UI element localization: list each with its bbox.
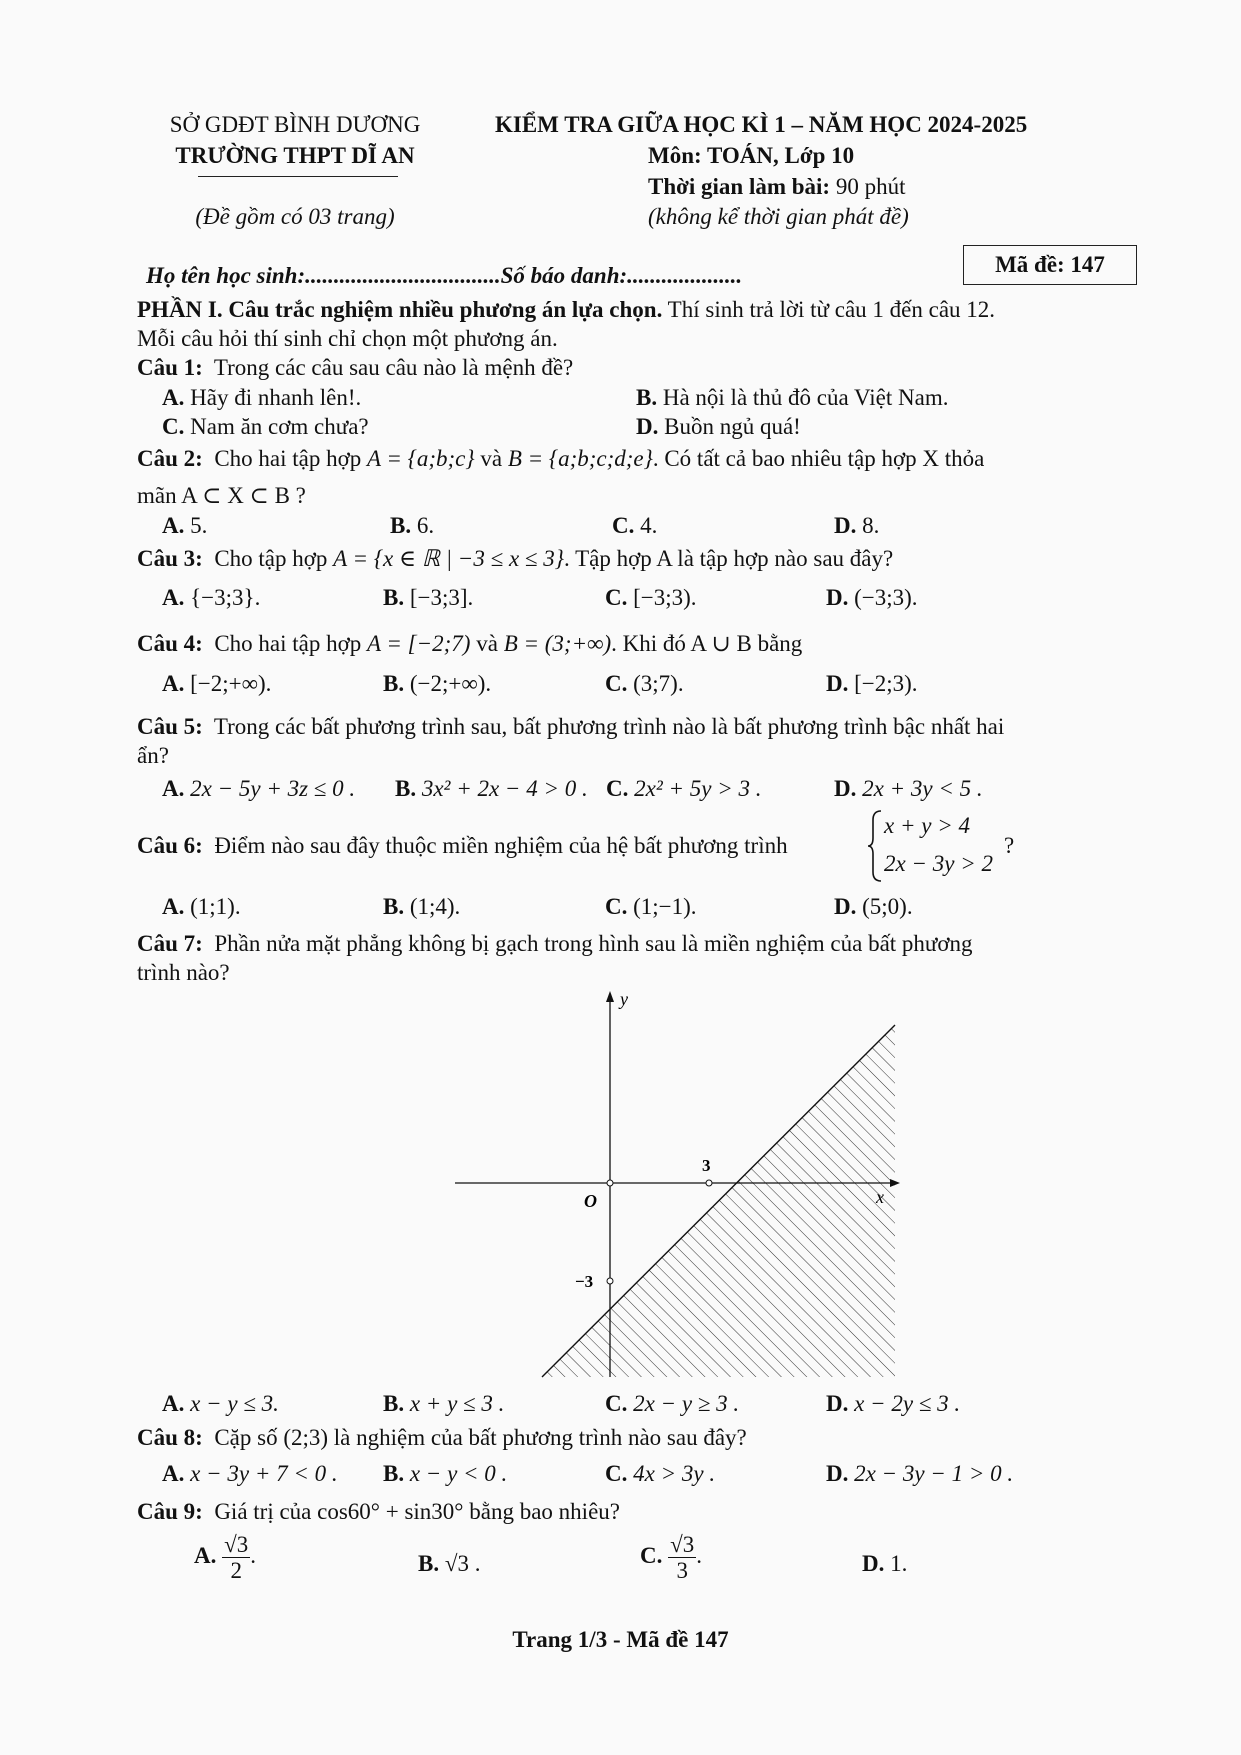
exam-code: Mã đề: 147 [995,252,1105,277]
q8-option-b: B. x − y < 0 . [383,1461,508,1486]
question-5-cont: ẩn? [137,743,169,768]
x-axis-label: x [876,1187,884,1207]
question-7: Câu 7: Phần nửa mặt phẳng không bị gạch trong hình sau là miền nghiệm của bất phương [137,931,973,956]
q3-option-c: C. [−3;3). [605,585,697,610]
q7-option-a: A. x − y ≤ 3. [162,1391,279,1416]
question-mark: ? [1004,833,1015,858]
point-y-intercept [607,1278,613,1284]
q3-option-b: B. [−3;3]. [383,585,474,610]
set-b: B = {a;b;c;d;e} [507,446,653,471]
pages-note: (Đề gồm có 03 trang) [195,204,395,229]
q8-option-d: D. 2x − 3y − 1 > 0 . [826,1461,1014,1486]
subject-label: Môn: TOÁN, Lớp 10 [648,143,855,168]
q2-option-b: B. 6. [390,513,435,538]
system-eq1: x + y > 4 [884,813,970,838]
department-name: SỞ GDĐT BÌNH DƯƠNG [169,112,421,137]
question-9: Câu 9: Giá trị của cos60° + sin30° bằng bao nhiêu? [137,1499,620,1524]
origin-label: O [584,1191,597,1211]
q5-option-d: D. 2x + 3y < 5 . [834,776,983,801]
q4-option-a: A. [−2;+∞). [162,671,272,696]
system-brace [866,808,884,884]
point-x-intercept [706,1180,712,1186]
inequality-graph [440,985,910,1385]
q4-option-d: D. [−2;3). [826,671,918,696]
question-1 [137,354,573,382]
q9-option-a: A. $\frac{√3}{2}$ . [194,1532,256,1584]
q4-option-b: B. (−2;+∞). [383,671,492,696]
page-footer: Trang 1/3 - Mã đề 147 [512,1627,729,1652]
part1-instruction: Thí sinh trả lời từ câu 1 đến câu 12. [662,297,996,322]
exam-title: KIỂM TRA GIỮA HỌC KÌ 1 – NĂM HỌC 2024-2025 [495,112,1028,137]
question-7-cont: trình nào? [137,960,230,985]
q7-option-b: B. x + y ≤ 3 . [383,1391,505,1416]
q1-option-c: C. Nam ăn cơm chưa? [162,414,369,439]
q9-option-c: C. $\frac{√3}{3}$ . [640,1532,702,1584]
question-text: Trong các câu sau câu nào là mệnh đề? [213,355,574,380]
q6-option-c: C. (1;−1). [605,894,697,919]
q6-option-d: D. (5;0). [834,894,913,919]
time-label: Thời gian làm bài: [648,174,831,199]
part1-heading [137,296,995,324]
q2-option-a: A. 5. [162,513,208,538]
y-tick-label: −3 [575,1272,594,1291]
q9-option-d: D. 1. [862,1551,908,1576]
part1-instruction-2: Mỗi câu hỏi thí sinh chỉ chọn một phương án. [137,326,558,351]
q3-option-d: D. (−3;3). [826,585,918,610]
x-tick-label: 3 [702,1156,711,1175]
question-8: Câu 8: Cặp số (2;3) là nghiệm của bất phương trình nào sau đây? [137,1425,747,1450]
time-note: (không kể thời gian phát đề) [648,204,909,229]
system-eq2: 2x − 3y > 2 [884,851,993,876]
point-origin [607,1180,613,1186]
q1-option-d: D. Buồn ngủ quá! [636,414,801,439]
q4-option-c: C. (3;7). [605,671,684,696]
q9-option-b: B. √3 . [418,1551,481,1576]
set-definition: A = {x ∈ ℝ | −3 ≤ x ≤ 3} [333,546,564,571]
q5-option-b: B. 3x² + 2x − 4 > 0 . [395,776,588,801]
part1-title: PHẦN I. Câu trắc nghiệm nhiều phương án lựa chọn. [137,297,663,322]
q5-option-c: C. 2x² + 5y > 3 . [606,776,762,801]
question-5: Câu 5: Trong các bất phương trình sau, bất phương trình nào là bất phương trình bậc nhất hai [137,714,1005,739]
y-axis-label: y [620,989,628,1009]
q8-option-a: A. x − 3y + 7 < 0 . [162,1461,338,1486]
q1-option-a: A. Hãy đi nhanh lên!. [162,385,362,410]
student-info-line: Họ tên học sinh:..................................Số báo danh:.................... [146,263,743,288]
time-line [648,173,905,201]
time-value: 90 phút [835,174,906,199]
q3-option-a: A. {−3;3}. [162,585,261,610]
q5-option-a: A. 2x − 5y + 3z ≤ 0 . [162,776,356,801]
school-name: TRƯỜNG THPT DĨ AN [175,143,415,168]
q7-option-c: C. 2x − y ≥ 3 . [605,1391,740,1416]
q6-option-a: A. (1;1). [162,894,241,919]
q1-option-b: B. Hà nội là thủ đô của Việt Nam. [636,385,949,410]
question-6: Câu 6: Điểm nào sau đây thuộc miền nghiệm của hệ bất phương trình [137,833,788,858]
set-a: A = {a;b;c} [367,446,475,471]
question-label: Câu 1: [137,355,203,380]
q8-option-c: C. 4x > 3y . [605,1461,716,1486]
exam-code-box [963,245,1137,285]
q2-option-c: C. 4. [612,513,658,538]
question-2-cont: mãn A ⊂ X ⊂ B ? [137,483,306,508]
question-4: Câu 4: Cho hai tập hợp A = [−2;7) và B = (3;+∞). Khi đó A ∪ B bằng [137,631,803,656]
q7-option-d: D. x − 2y ≤ 3 . [826,1391,961,1416]
q6-option-b: B. (1;4). [383,894,461,919]
y-axis-arrow [606,991,614,1002]
question-2: Câu 2: Cho hai tập hợp A = {a;b;c} và B = {a;b;c;d;e}. Có tất cả bao nhiêu tập hợp X thỏa [137,446,985,471]
q2-option-d: D. 8. [834,513,880,538]
header-divider [198,176,398,177]
question-3: Câu 3: Cho tập hợp A = {x ∈ ℝ | −3 ≤ x ≤ 3}. Tập hợp A là tập hợp nào sau đây? [137,546,894,571]
